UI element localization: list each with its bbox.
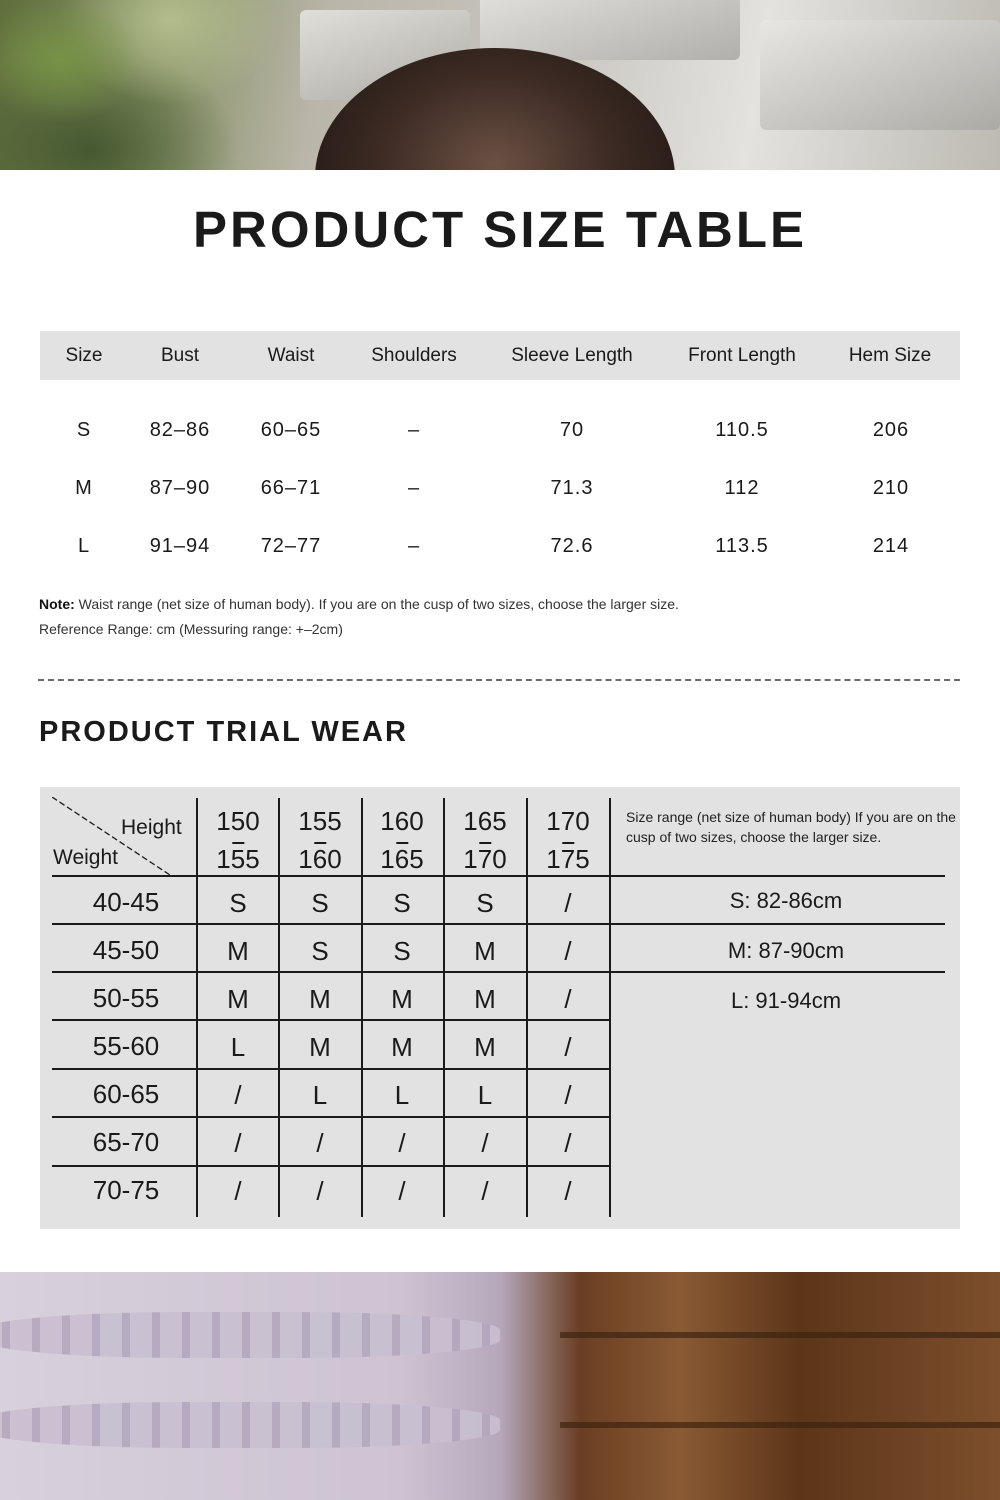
table-row xyxy=(40,477,960,507)
stone-block xyxy=(760,20,1000,130)
grid-line xyxy=(443,798,445,1217)
size-cell: / xyxy=(234,1176,242,1206)
size-cell: S xyxy=(393,888,411,918)
weight-label: 55-60 xyxy=(92,1031,160,1061)
table-cell: 82–86 xyxy=(149,419,211,441)
size-cell: / xyxy=(316,1176,324,1206)
size-cell: / xyxy=(234,1080,242,1110)
size-cell: / xyxy=(481,1128,489,1158)
weight-label: 45-50 xyxy=(92,935,160,965)
grid-line xyxy=(52,1068,609,1070)
size-range-l: L: 91-94cm xyxy=(730,988,842,1013)
grid-line xyxy=(52,1116,609,1118)
table-row xyxy=(40,535,960,565)
wood-plank-line xyxy=(560,1332,1000,1338)
size-table-header xyxy=(40,331,960,380)
size-cell: / xyxy=(234,1128,242,1158)
size-cell: M xyxy=(309,1032,331,1062)
size-cell: / xyxy=(564,984,572,1014)
weight-label: 50-55 xyxy=(92,983,160,1013)
dress-ruffle xyxy=(0,1402,500,1448)
grid-line xyxy=(52,923,945,925)
table-cell: – xyxy=(407,535,421,557)
size-cell: / xyxy=(564,1080,572,1110)
height-from: 160 xyxy=(380,806,424,836)
header-sleeve-length: Sleeve Length xyxy=(511,345,633,366)
height-to: 160 xyxy=(298,844,342,874)
table-cell: S xyxy=(76,419,92,441)
weight-label: 70-75 xyxy=(92,1175,160,1205)
header-front-length: Front Length xyxy=(688,345,796,366)
height-to: 175 xyxy=(546,844,590,874)
corner-height-label: Height xyxy=(121,816,182,839)
table-cell: 91–94 xyxy=(149,535,211,557)
height-to: 170 xyxy=(463,844,507,874)
grid-line xyxy=(52,1019,609,1021)
table-cell: L xyxy=(77,535,91,557)
size-cell: L xyxy=(394,1080,410,1110)
size-cell: S xyxy=(311,936,329,966)
header-waist: Waist xyxy=(267,345,315,366)
height-from: 170 xyxy=(546,806,590,836)
size-cell: / xyxy=(564,1176,572,1206)
table-cell: 71.3 xyxy=(550,477,594,499)
trial-wear-table xyxy=(40,787,960,1229)
size-cell: M xyxy=(227,984,249,1014)
grid-line xyxy=(609,798,611,1217)
page-title: PRODUCT SIZE TABLE xyxy=(192,201,808,258)
weight-label: 60-65 xyxy=(92,1079,160,1109)
size-range-s: S: 82-86cm xyxy=(729,888,843,913)
size-cell: M xyxy=(474,936,496,966)
header-hem-size: Hem Size xyxy=(848,345,932,366)
table-cell: 110.5 xyxy=(715,419,769,441)
size-cell: / xyxy=(564,1128,572,1158)
size-cell: M xyxy=(227,936,249,966)
grid-line xyxy=(52,875,945,877)
table-cell: 87–90 xyxy=(149,477,211,499)
note-text: Waist range (net size of human body). If you are on the cusp of two sizes, choose the larger size. xyxy=(74,596,679,612)
weight-label: 40-45 xyxy=(92,887,160,917)
grid-line xyxy=(196,798,198,1217)
model-photo-top xyxy=(0,0,1000,170)
table-cell: 66–71 xyxy=(260,477,322,499)
note-line-1 xyxy=(39,596,679,612)
size-cell: L xyxy=(230,1032,246,1062)
height-to: 155 xyxy=(216,844,260,874)
grid-line xyxy=(361,798,363,1217)
size-cell: M xyxy=(391,984,413,1014)
size-cell: M xyxy=(391,1032,413,1062)
size-cell: / xyxy=(481,1176,489,1206)
size-cell: L xyxy=(477,1080,493,1110)
size-cell: / xyxy=(398,1128,406,1158)
height-from: 155 xyxy=(298,806,342,836)
table-cell: – xyxy=(407,419,421,441)
size-cell: M xyxy=(474,1032,496,1062)
table-cell: 210 xyxy=(872,477,910,499)
grid-line xyxy=(278,798,280,1217)
table-cell: 72–77 xyxy=(260,535,322,557)
wood-plank-line xyxy=(560,1422,1000,1428)
table-cell: 72.6 xyxy=(550,535,594,557)
size-cell: / xyxy=(316,1128,324,1158)
corner-weight-label: Weight xyxy=(53,846,118,869)
size-cell: L xyxy=(312,1080,328,1110)
size-cell: / xyxy=(564,1032,572,1062)
size-cell: / xyxy=(564,936,572,966)
size-cell: / xyxy=(564,888,572,918)
grid-line xyxy=(526,798,528,1217)
size-cell: M xyxy=(474,984,496,1014)
table-cell: 206 xyxy=(872,419,910,441)
height-from: 165 xyxy=(463,806,507,836)
size-cell: S xyxy=(229,888,247,918)
table-cell: 60–65 xyxy=(260,419,322,441)
size-cell: S xyxy=(393,936,411,966)
table-cell: 214 xyxy=(872,535,910,557)
table-row xyxy=(40,419,960,449)
header-bust: Bust xyxy=(160,345,200,366)
table-cell: 112 xyxy=(724,477,760,499)
height-from: 150 xyxy=(216,806,260,836)
size-cell: / xyxy=(398,1176,406,1206)
section-divider xyxy=(38,679,960,681)
table-cell: 70 xyxy=(559,419,585,441)
dress-ruffle xyxy=(0,1312,500,1358)
note-label: Note: xyxy=(39,596,75,612)
model-photo-bottom xyxy=(0,1272,1000,1500)
trial-wear-title: PRODUCT TRIAL WEAR xyxy=(39,716,408,748)
table-cell: – xyxy=(407,477,421,499)
grid-line xyxy=(52,1165,609,1167)
table-cell: M xyxy=(75,477,93,499)
grid-line xyxy=(52,971,945,973)
trial-side-note: Size range (net size of human body) If you are on the cusp of two sizes, choose the larger size. xyxy=(626,809,956,845)
size-cell: S xyxy=(476,888,494,918)
header-shoulders: Shoulders xyxy=(371,345,457,366)
size-range-m: M: 87-90cm xyxy=(727,938,845,963)
header-size: Size xyxy=(65,345,103,366)
table-cell: 113.5 xyxy=(715,535,769,557)
size-cell: S xyxy=(311,888,329,918)
size-cell: M xyxy=(309,984,331,1014)
weight-label: 65-70 xyxy=(92,1127,160,1157)
note-line-2: Reference Range: cm (Messuring range: +–2cm) xyxy=(39,621,343,637)
height-to: 165 xyxy=(380,844,424,874)
